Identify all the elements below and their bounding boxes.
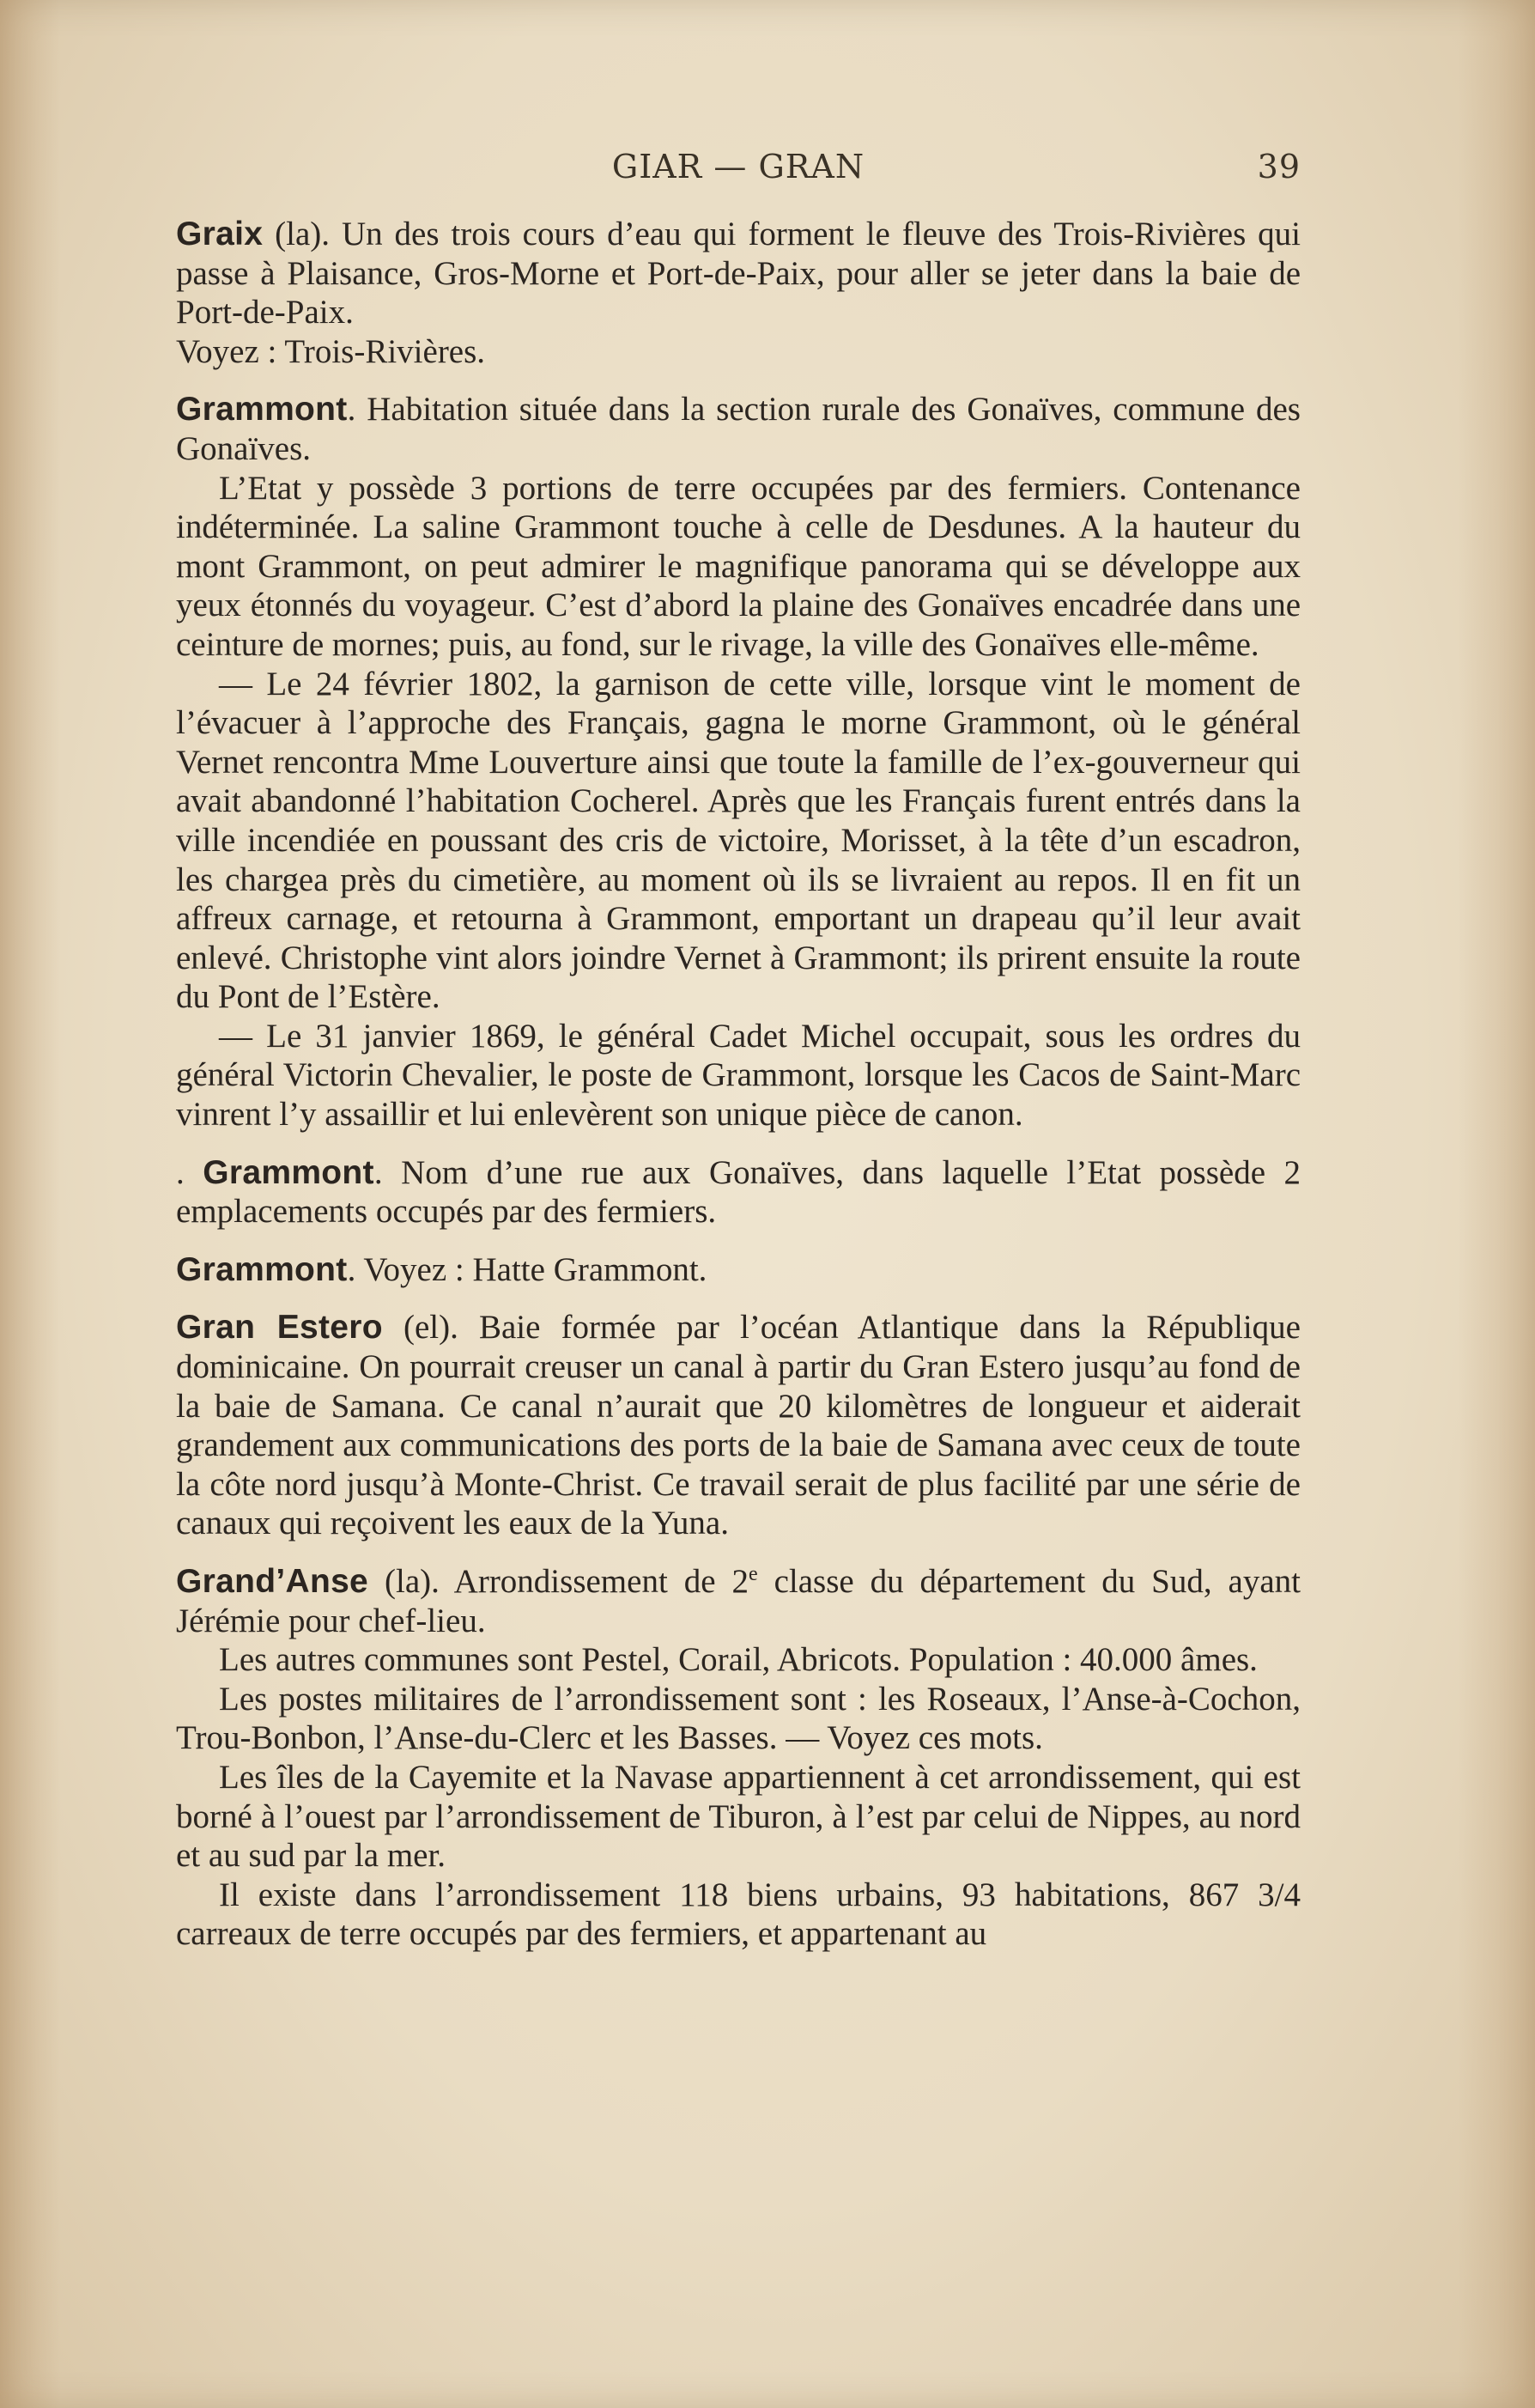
entry-graix-body: . Un des trois cours d’eau qui forment le fleuve des Trois-Rivières qui passe à Plaisance, Gros-Morne et Port-de-Paix, pour aller se jeter dans la baie de Port-de-Paix. — [176, 216, 1301, 331]
entry-grammont-voyez-p1 — [176, 1250, 1301, 1290]
article-graix: (la) — [275, 216, 322, 252]
entry-grammont-voyez-body: . Voyez : Hatte Grammont. — [347, 1250, 707, 1288]
headword-grammont-voyez: Grammont — [176, 1250, 348, 1288]
article-gran-estero: (el) — [403, 1309, 451, 1347]
entry-grammont-habitation-p2: L’Etat y possède 3 portions de terre occupées par des fermiers. Contenance indéterminée. La saline Grammont touche à celle de Desdunes. A la hauteur du mont Grammont, on peut admirer le magnifique panorama qui se développe aux yeux étonnés du voyageur. C’est d’abord la plaine des Gonaïves encadrée dans une ceinture de mornes; puis, au fond, sur le rivage, la ville des Gonaïves elle-même. — [176, 469, 1301, 663]
entry-grammont-rue — [176, 1153, 1301, 1231]
entry-grammont-voyez — [176, 1250, 1301, 1290]
entry-grammont-habitation-p4: — Le 31 janvier 1869, le général Cadet Michel occupait, sous les ordres du général Victorin Chevalier, le poste de Grammont, lorsque les Cacos de Saint-Marc vinrent l’y assaillir et lui enlevèrent son unique pièce de canon. — [176, 1017, 1301, 1134]
running-head — [176, 148, 1301, 191]
entry-grand-anse-superscript: e — [748, 1563, 758, 1585]
entry-graix-see: Voyez : Trois-Rivières. — [176, 332, 486, 370]
entry-grammont-rue-body: . Nom d’une rue aux Gonaïves, dans laquelle l’Etat possède 2 emplacements occupés par des fermiers. — [176, 1153, 1301, 1231]
entry-grammont-habitation-body: . Habitation située dans la section rurale des Gonaïves, commune des Gonaïves. — [176, 391, 1301, 467]
running-head-title: GIAR — GRAN — [611, 148, 865, 185]
headword-grammont-rue: Grammont — [203, 1153, 374, 1191]
headword-graix: Graix — [176, 216, 264, 252]
entry-grammont-habitation — [176, 390, 1301, 1134]
entry-grand-anse-p4: Les îles de la Cayemite et la Navase appartiennent à cet arrondissement, qui est borné à l’ouest par l’arrondissement de Tiburon, à l’est par celui de Nippes, au nord et au sud par la mer. — [176, 1758, 1301, 1875]
entry-grand-anse-body-a: . Arrondissement de 2 — [431, 1563, 749, 1600]
dictionary-text — [176, 215, 1301, 1954]
entry-gran-estero-p1 — [176, 1308, 1301, 1543]
entry-grammont-rue-prefix: . — [176, 1153, 203, 1191]
entry-grammont-habitation-p1 — [176, 390, 1301, 468]
entry-grand-anse-p2: Les autres communes sont Pestel, Corail, Abricots. Population : 40.000 âmes. — [219, 1641, 1258, 1679]
entry-grand-anse-p1 — [176, 1562, 1301, 1640]
headword-gran-estero: Gran Estero — [176, 1309, 383, 1347]
entry-graix — [176, 215, 1301, 371]
page-edge-stain-right — [1458, 0, 1535, 2408]
entry-gran-estero-body: . Baie formée par l’océan Atlantique dans la République dominicaine. On pourrait creuser un canal à partir du Gran Estero jusqu’au fond de la baie de Samana. Ce canal n’aurait que 20 kilomètres de longueur et aiderait grandement aux communications des ports de la baie de Samana avec ceux de toute la côte nord jusqu’à Monte-Christ. Ce travail serait de plus facilité par une série de canaux qui reçoivent les eaux de la Yuna. — [176, 1309, 1301, 1542]
headword-grammont-habitation: Grammont — [176, 391, 348, 429]
entry-grand-anse-p3: Les postes militaires de l’arrondissement sont : les Roseaux, l’Anse-à-Cochon, Trou-Bonbon, l’Anse-du-Clerc et les Basses. — Voyez ces mots. — [176, 1680, 1301, 1757]
entry-grand-anse — [176, 1562, 1301, 1954]
headword-grand-anse: Grand’Anse — [176, 1563, 369, 1600]
article-grand-anse: (la) — [385, 1563, 432, 1600]
page-number: 39 — [1257, 148, 1301, 185]
entry-gran-estero — [176, 1308, 1301, 1543]
entry-grand-anse-body-b: classe du département du Sud, ayant Jérémie pour chef-lieu. — [176, 1563, 1301, 1639]
entry-graix-p1 — [176, 215, 1301, 332]
page-edge-stain-left — [0, 0, 60, 2408]
entry-grand-anse-p5: Il existe dans l’arrondissement 118 biens urbains, 93 habitations, 867 3/4 carreaux de terre occupés par des fermiers, et appartenant au — [176, 1876, 1301, 1953]
entry-grammont-rue-p1 — [176, 1153, 1301, 1231]
entry-grammont-habitation-p3: — Le 24 février 1802, la garnison de cette ville, lorsque vint le moment de l’évacuer à l’approche des Français, gagna le morne Grammont, où le général Vernet rencontra Mme Louverture ainsi que toute la famille de l’ex-gouverneur qui avait abandonné l’habitation Cocherel. Après que les Français furent entrés dans la ville incendiée en poussant des cris de victoire, Morisset, à la tête d’un escadron, les chargea près du cimetière, au moment où ils se livraient au repos. Il en fit un affreux carnage, et retourna à Grammont, emportant un drapeau qu’il leur avait enlevé. Christophe vint alors joindre Vernet à Grammont; ils prirent ensuite la route du Pont de l’Estère. — [176, 665, 1301, 1016]
